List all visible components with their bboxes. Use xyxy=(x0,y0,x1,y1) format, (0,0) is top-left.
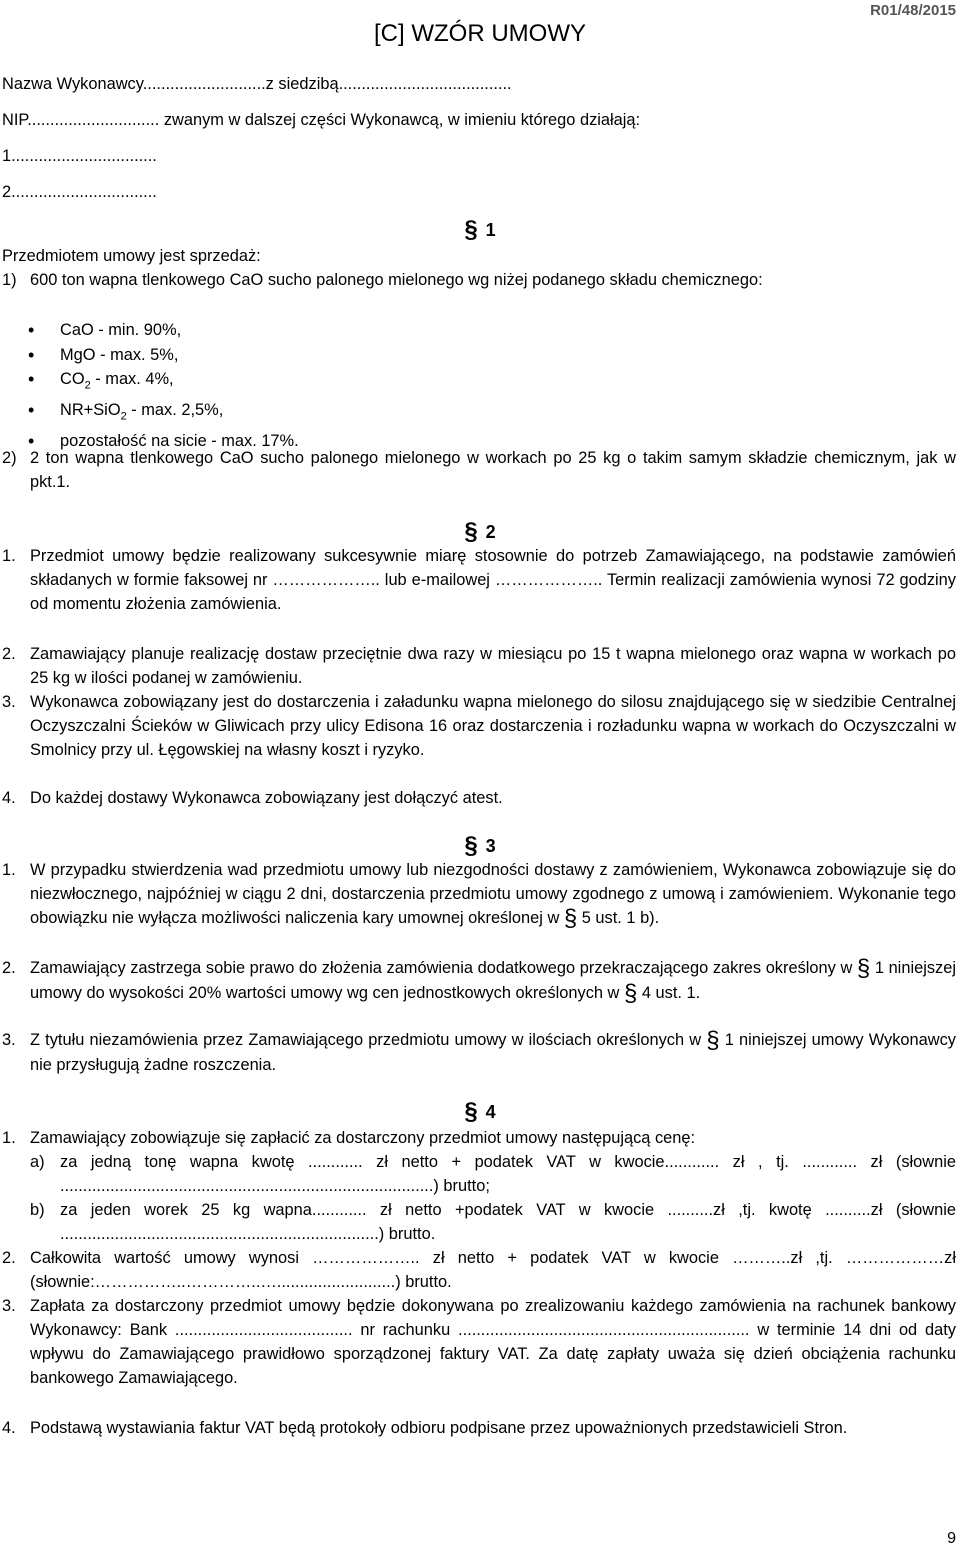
section-1-point-1: 1) 600 ton wapna tlenkowego CaO sucho palonego mielonego wg niżej podanego składu chemicznego: xyxy=(2,271,763,289)
list-item: • CaO - min. 90%, xyxy=(28,318,299,343)
representative-1-line: 1................................ xyxy=(2,147,157,165)
list-item: • pozostałość na sicie - max. 17%. xyxy=(28,429,299,454)
page-number: 9 xyxy=(947,1530,956,1547)
section-1-lead: Przedmiotem umowy jest sprzedaż: xyxy=(2,247,261,265)
section-4-item-1: 1. Zamawiający zobowiązuje się zapłacić za dostarczony przedmiot umowy następującą cenę: xyxy=(2,1129,696,1147)
section-4-item-4: 4. Podstawą wystawiania faktur VAT będą protokoły odbioru podpisane przez upoważnionych przedstawicieli Stron. xyxy=(2,1419,848,1437)
section-1-heading: § 1 xyxy=(464,216,496,243)
composition-list xyxy=(28,318,299,453)
list-item: • NR+SiO$_2$ - max. 2,5%, xyxy=(28,398,299,429)
section-1-point-2: 2) 2 ton wapna tlenkowego CaO sucho palonego mielonego w workach po 25 kg o takim samym składzie chemicznym, jak w pkt.1. xyxy=(2,449,956,491)
document-title: [C] WZÓR UMOWY xyxy=(374,20,586,47)
section-2-item-1: 1. Przedmiot umowy będzie realizowany sukcesywnie miarę stosownie do potrzeb Zamawiającego, na podstawie zamówień składanych w formie faksowej nr ……………….. lub e-mailowej ……………….. Termin realizacji zamówienia wynosi 72 godziny od momentu złożenia zamówienia. xyxy=(2,547,956,613)
section-3-item-2: 2. Zamawiający zastrzega sobie prawo do złożenia zamówienia dodatkowego przekraczającego zakres określony w § 1 niniejszej umowy do wysokości 20% wartości umowy wg cen jednostkowych określonych w § 4 ust. 1. xyxy=(2,955,956,1007)
list-item: • $CO_2$ - max. 4%, xyxy=(28,367,299,398)
section-3-item-3: 3. Z tytułu niezamówienia przez Zamawiającego przedmiotu umowy w ilościach określonych w § 1 niniejszej umowy Wykonawcy nie przysługują żadne roszczenia. xyxy=(2,1027,956,1074)
document-number: R01/48/2015 xyxy=(870,2,956,19)
section-2-item-3: 3. Wykonawca zobowiązany jest do dostarczenia i załadunku wapna mielonego do silosu znajdującego się w siedzibie Centralnej Oczyszczalni Ścieków w Gliwicach przy ulicy Edisona 16 oraz dostarczenia i rozładunku wapna w workach do Oczyszczalni w Smolnicy przy ul. Łęgowskiej na własny koszt i ryzyko. xyxy=(2,693,956,759)
contractor-name-line: Nazwa Wykonawcy...........................z siedzibą...................................... xyxy=(2,75,512,93)
section-3-heading: § 3 xyxy=(464,832,496,859)
representative-2-line: 2................................ xyxy=(2,183,157,201)
section-4-item-1b: b) za jeden worek 25 kg wapna............ zł netto +podatek VAT w kwocie ..........zł ,tj. kwotę ..........zł (słownie ......................................................................) brutto. xyxy=(30,1201,956,1243)
contractor-nip-line: NIP............................. zwanym w dalszej części Wykonawcą, w imieniu którego działają: xyxy=(2,111,641,129)
section-3-item-1: 1. W przypadku stwierdzenia wad przedmiotu umowy lub niezgodności dostawy z zamówieniem, Wykonawca zobowiązuje się do niezwłocznego, najpóźniej w ciągu 2 dni, dostarczenia przedmiotu umowy zgodnego z umową i zamówieniem. Wykonanie tego obowiązku nie wyłącza możliwości naliczenia kary umownej określonej w § 5 ust. 1 b). xyxy=(2,861,956,932)
section-2-item-2: 2. Zamawiający planuje realizację dostaw przeciętnie dwa razy w miesiącu po 15 t wapna mielonego oraz wapna w workach po 25 kg w ilości podanej w zamówieniu. xyxy=(2,645,956,687)
section-2-heading: § 2 xyxy=(464,518,496,545)
section-2-item-4: 4. Do każdej dostawy Wykonawca zobowiązany jest dołączyć atest. xyxy=(2,789,503,807)
list-item: • MgO - max. 5%, xyxy=(28,343,299,368)
section-4-item-1a: a) za jedną tonę wapna kwotę ............ zł netto + podatek VAT w kwocie............ zł , tj. ............ zł (słownie ..................................................................................) brutto; xyxy=(30,1153,956,1195)
section-4-item-2: 2. Całkowita wartość umowy wynosi ……………….. zł netto + podatek VAT w kwocie ………..zł ,tj. ………………zł (słownie:……………..…………..…..........................) brutto. xyxy=(2,1249,956,1291)
section-4-item-3: 3. Zapłata za dostarczony przedmiot umowy będzie dokonywana po zrealizowaniu każdego zamówienia na rachunek bankowy Wykonawcy: Bank ....................................... nr rachunku ................................................................ w terminie 14 dni od daty wpływu do Zamawiającego prawidłowo sporządzonej faktury VAT. Za datę zapłaty uważa się dzień obciążenia rachunku bankowego Zamawiającego. xyxy=(2,1297,956,1387)
section-symbol: § xyxy=(464,216,478,243)
section-4-heading: § 4 xyxy=(464,1098,496,1125)
